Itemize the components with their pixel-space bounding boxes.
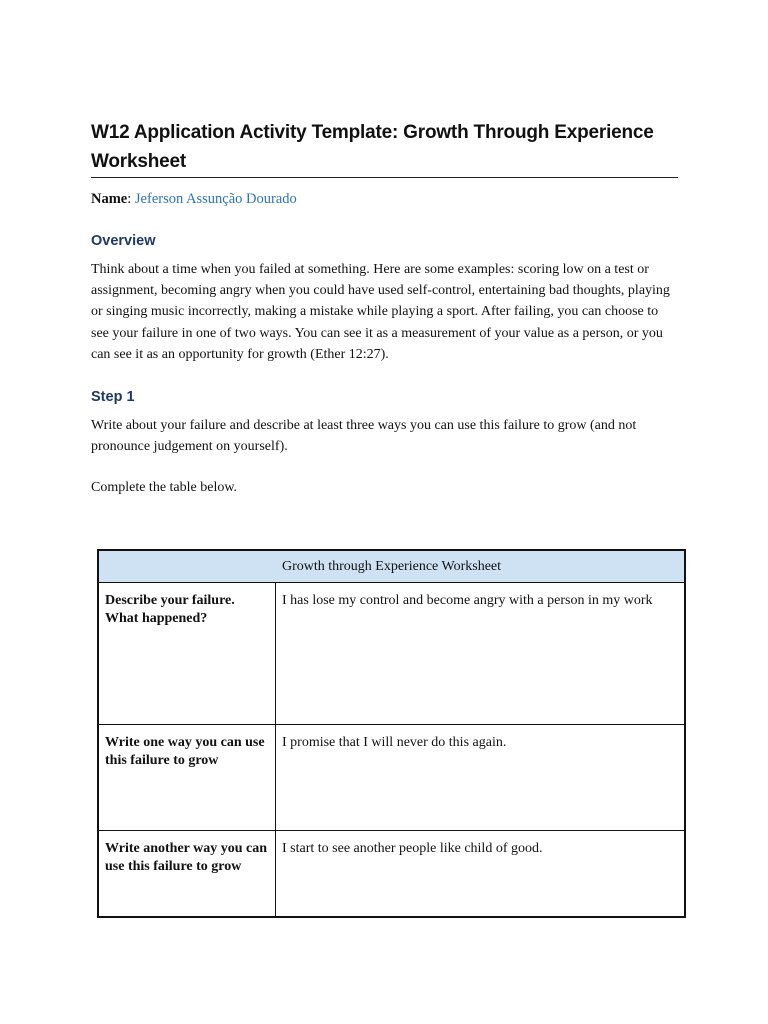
overview-paragraph: Think about a time when you failed at something. Here are some examples: scoring low on a test or assignment, becoming angry when you could have used self-control, entertaining bad thoughts, playing or singing music incorrectly, making a mistake while playing a sport. After failing, you can choose to see your failure in one of two ways. You can see it as a measurement of your value as a person, or you can see it as an opportunity for growth (Ether 12:27). (91, 262, 670, 362)
answer-cell[interactable]: I start to see another people like child of good. (276, 831, 686, 918)
answer-cell[interactable]: I has lose my control and become angry with a person in my work (276, 583, 686, 725)
question-cell: Write another way you can use this failure to grow (98, 831, 276, 918)
name-value: Jeferson Assunção Dourado (134, 191, 297, 207)
answer-cell[interactable]: I promise that I will never do this again. (276, 725, 686, 831)
step1-heading: Step 1 (91, 389, 135, 406)
table-header: Growth through Experience Worksheet (98, 550, 685, 583)
overview-heading: Overview (91, 233, 156, 249)
table-row (98, 583, 685, 725)
document-page (91, 118, 678, 499)
step1-paragraph: Write about your failure and describe at least three ways you can use this failure to grow (and not pronounce judgement on yourself). (91, 418, 637, 455)
name-line (91, 189, 678, 209)
name-label: Name (91, 191, 128, 207)
growth-worksheet-table (97, 549, 686, 918)
name-colon: : (127, 191, 135, 207)
document-title: W12 Application Activity Template: Growth Through Experience Worksheet (91, 118, 678, 178)
table-row (98, 725, 685, 831)
question-cell: Write one way you can use this failure to grow (98, 725, 276, 831)
table-header-row (98, 550, 685, 583)
question-cell: Describe your failure. What happened? (98, 583, 276, 725)
table-row (98, 831, 685, 918)
complete-instruction: Complete the table below. (91, 480, 238, 496)
